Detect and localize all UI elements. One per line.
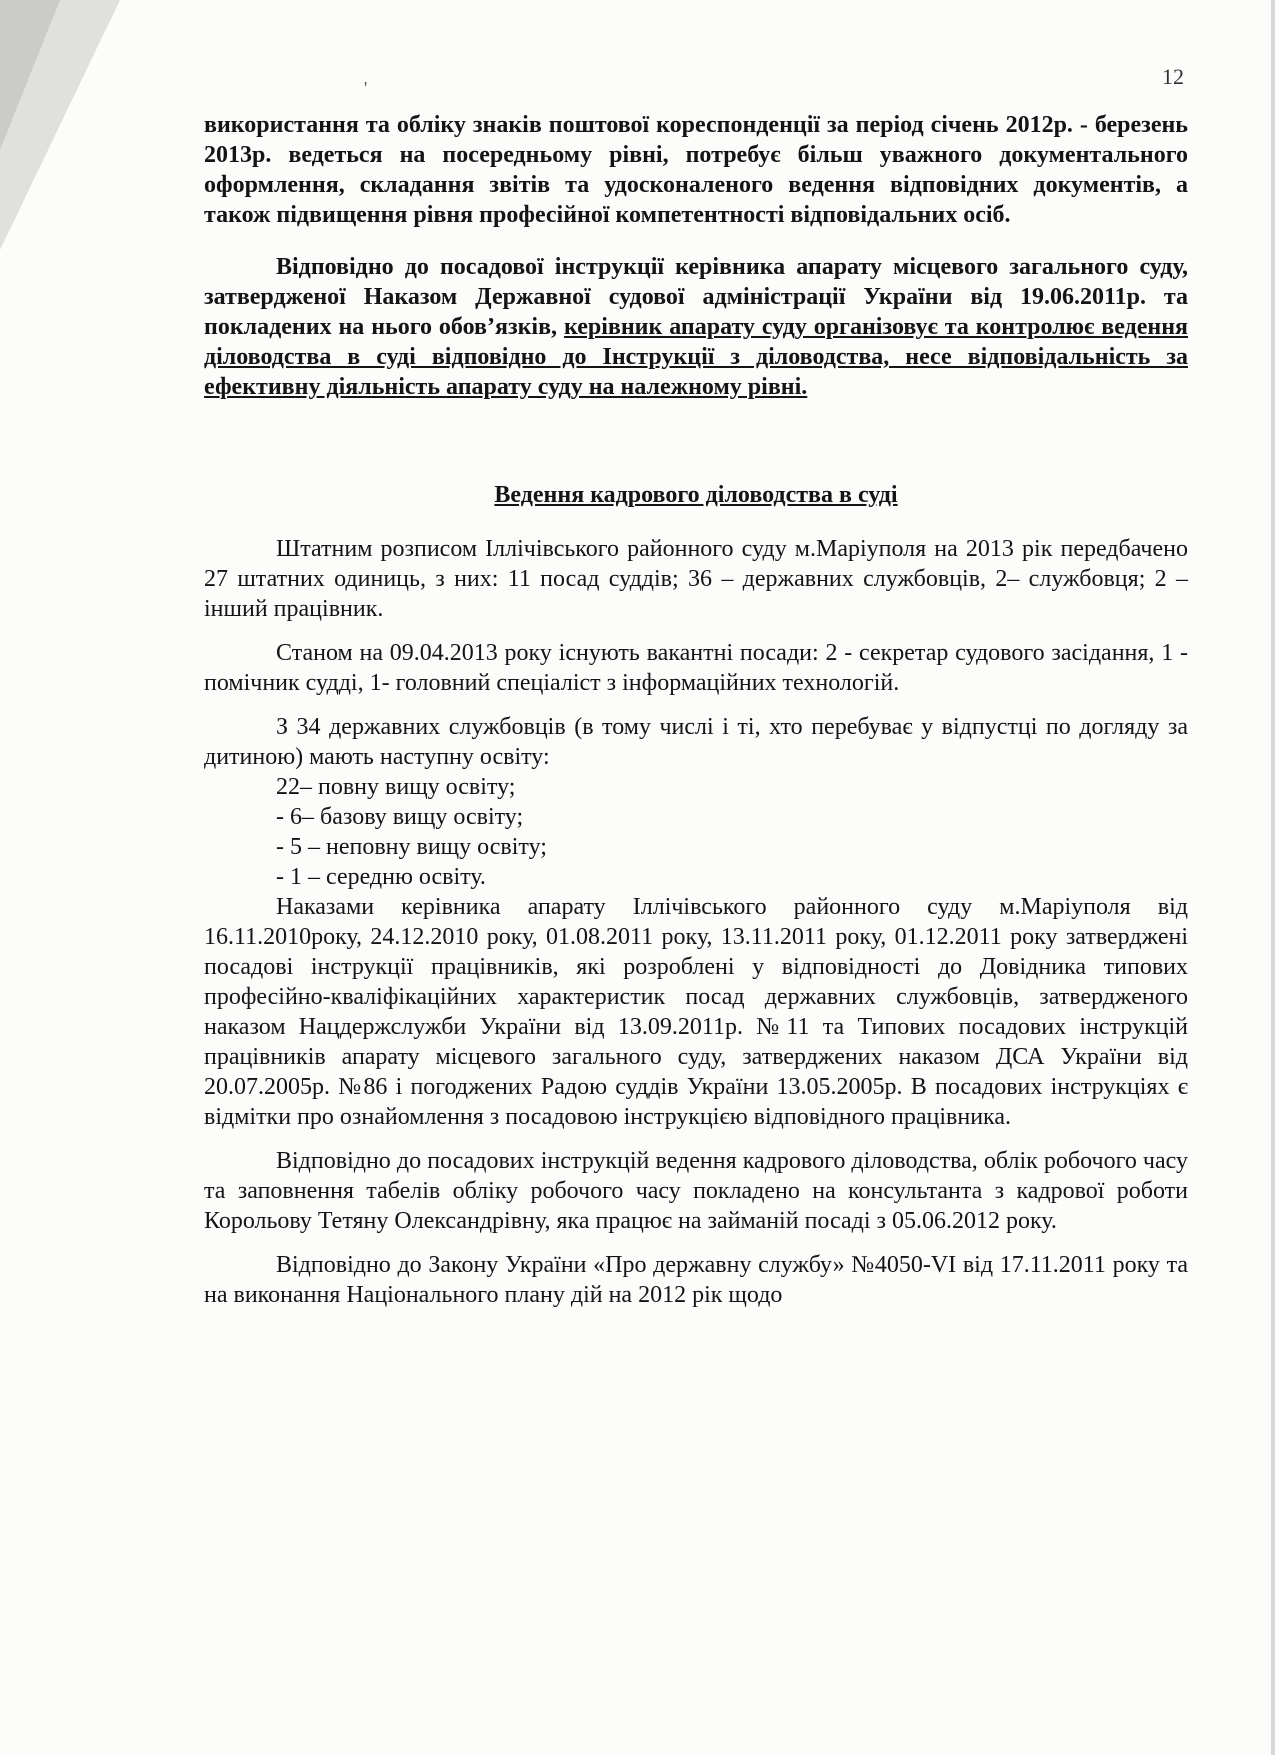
paragraph-vacancies: Станом на 09.04.2013 року існують вакантні посади: 2 - секретар судового засідання, 1 - помічник судді, 1- головний спеціаліст з інформаційних технологій. (204, 640, 1188, 696)
paragraph-law: Відповідно до Закону України «Про державну службу» №4050-VI від 17.11.2011 року та на виконання Національного плану дій на 2012 рік щодо (204, 1252, 1188, 1308)
document-body (204, 110, 1188, 1310)
section-heading: Ведення кадрового діловодства в суді (494, 482, 898, 508)
scan-shadow-inner (0, 0, 60, 150)
paragraph-education: З 34 державних службовців (в тому числі і ті, хто перебуває у відпустці по догляду за дитиною) мають наступну освіту: (204, 714, 1188, 770)
instruction-underlined-text: керівник апарату суду організовує та контролює ведення діловодства в суді відповідно до Інструкції з діловодства, несе відповідальність за ефективну діяльність апарату суду на належному рівні. (204, 314, 1189, 400)
paragraph-staff: Штатним розписом Іллічівського районного суду м.Маріуполя на 2013 рік передбачено 27 штатних одиниць, з них: 11 посад суддів; 36 – державних службовців, 2– службовця; 2 – інший працівник. (204, 536, 1188, 622)
paragraph-orders: Наказами керівника апарату Іллічівського районного суду м.Маріуполя від 16.11.2010року, 24.12.2010 року, 01.08.2011 року, 13.11.2011 року, 01.12.2011 року затверджені посадові інструкції працівників, які розроблені у відповідності до Довідника типових професійно-кваліфікаційних характеристик посад державних службовців, затвердженого наказом Нацдержслужби України від 13.09.2011р. №11 та Типових посадових інструкцій працівників апарату місцевого загального суду, затверджених наказом ДСА України від 20.07.2005р. №86 і погоджених Радою суддів України 13.05.2005р. В посадових інструкціях є відмітки про ознайомлення з посадовою інструкцією відповідного працівника. (204, 894, 1188, 1130)
scan-edge (1271, 0, 1275, 1755)
list-item: - 6– базову вищу освіту; (276, 804, 524, 830)
list-item: - 1 – середню освіту. (276, 864, 486, 890)
paragraph-intro: використання та обліку знаків поштової кореспонденції за період січень 2012р. - березень 2013р. ведеться на посередньому рівні, потребує більш уважного документального оформлення, складання звітів та удосконаленого ведення відповідних документів, а також підвищення рівня професійної компетентності відповідальних осіб. (204, 112, 1188, 228)
list-item: - 5 – неповну вищу освіту; (276, 834, 547, 860)
instruction-text: Відповідно до посадової інструкції керівника апарату місцевого загального суду, затвердженої Наказом Державної судової адміністрації України від 19.06.2011р. та покладених на нього обов’язків, (204, 254, 1188, 340)
paragraph-hr-consultant: Відповідно до посадових інструкцій ведення кадрового діловодства, облік робочого часу та заповнення табелів обліку робочого часу покладено на консультанта з кадрової роботи Корольову Тетяну Олександрівну, яка працює на займаній посаді з 05.06.2012 року. (204, 1148, 1188, 1234)
list-item: 22– повну вищу освіту; (276, 774, 516, 800)
paragraph-instruction (204, 252, 1188, 402)
stray-mark: ' (364, 78, 368, 98)
education-list (204, 772, 1188, 892)
page-number: 12 (1162, 64, 1184, 89)
